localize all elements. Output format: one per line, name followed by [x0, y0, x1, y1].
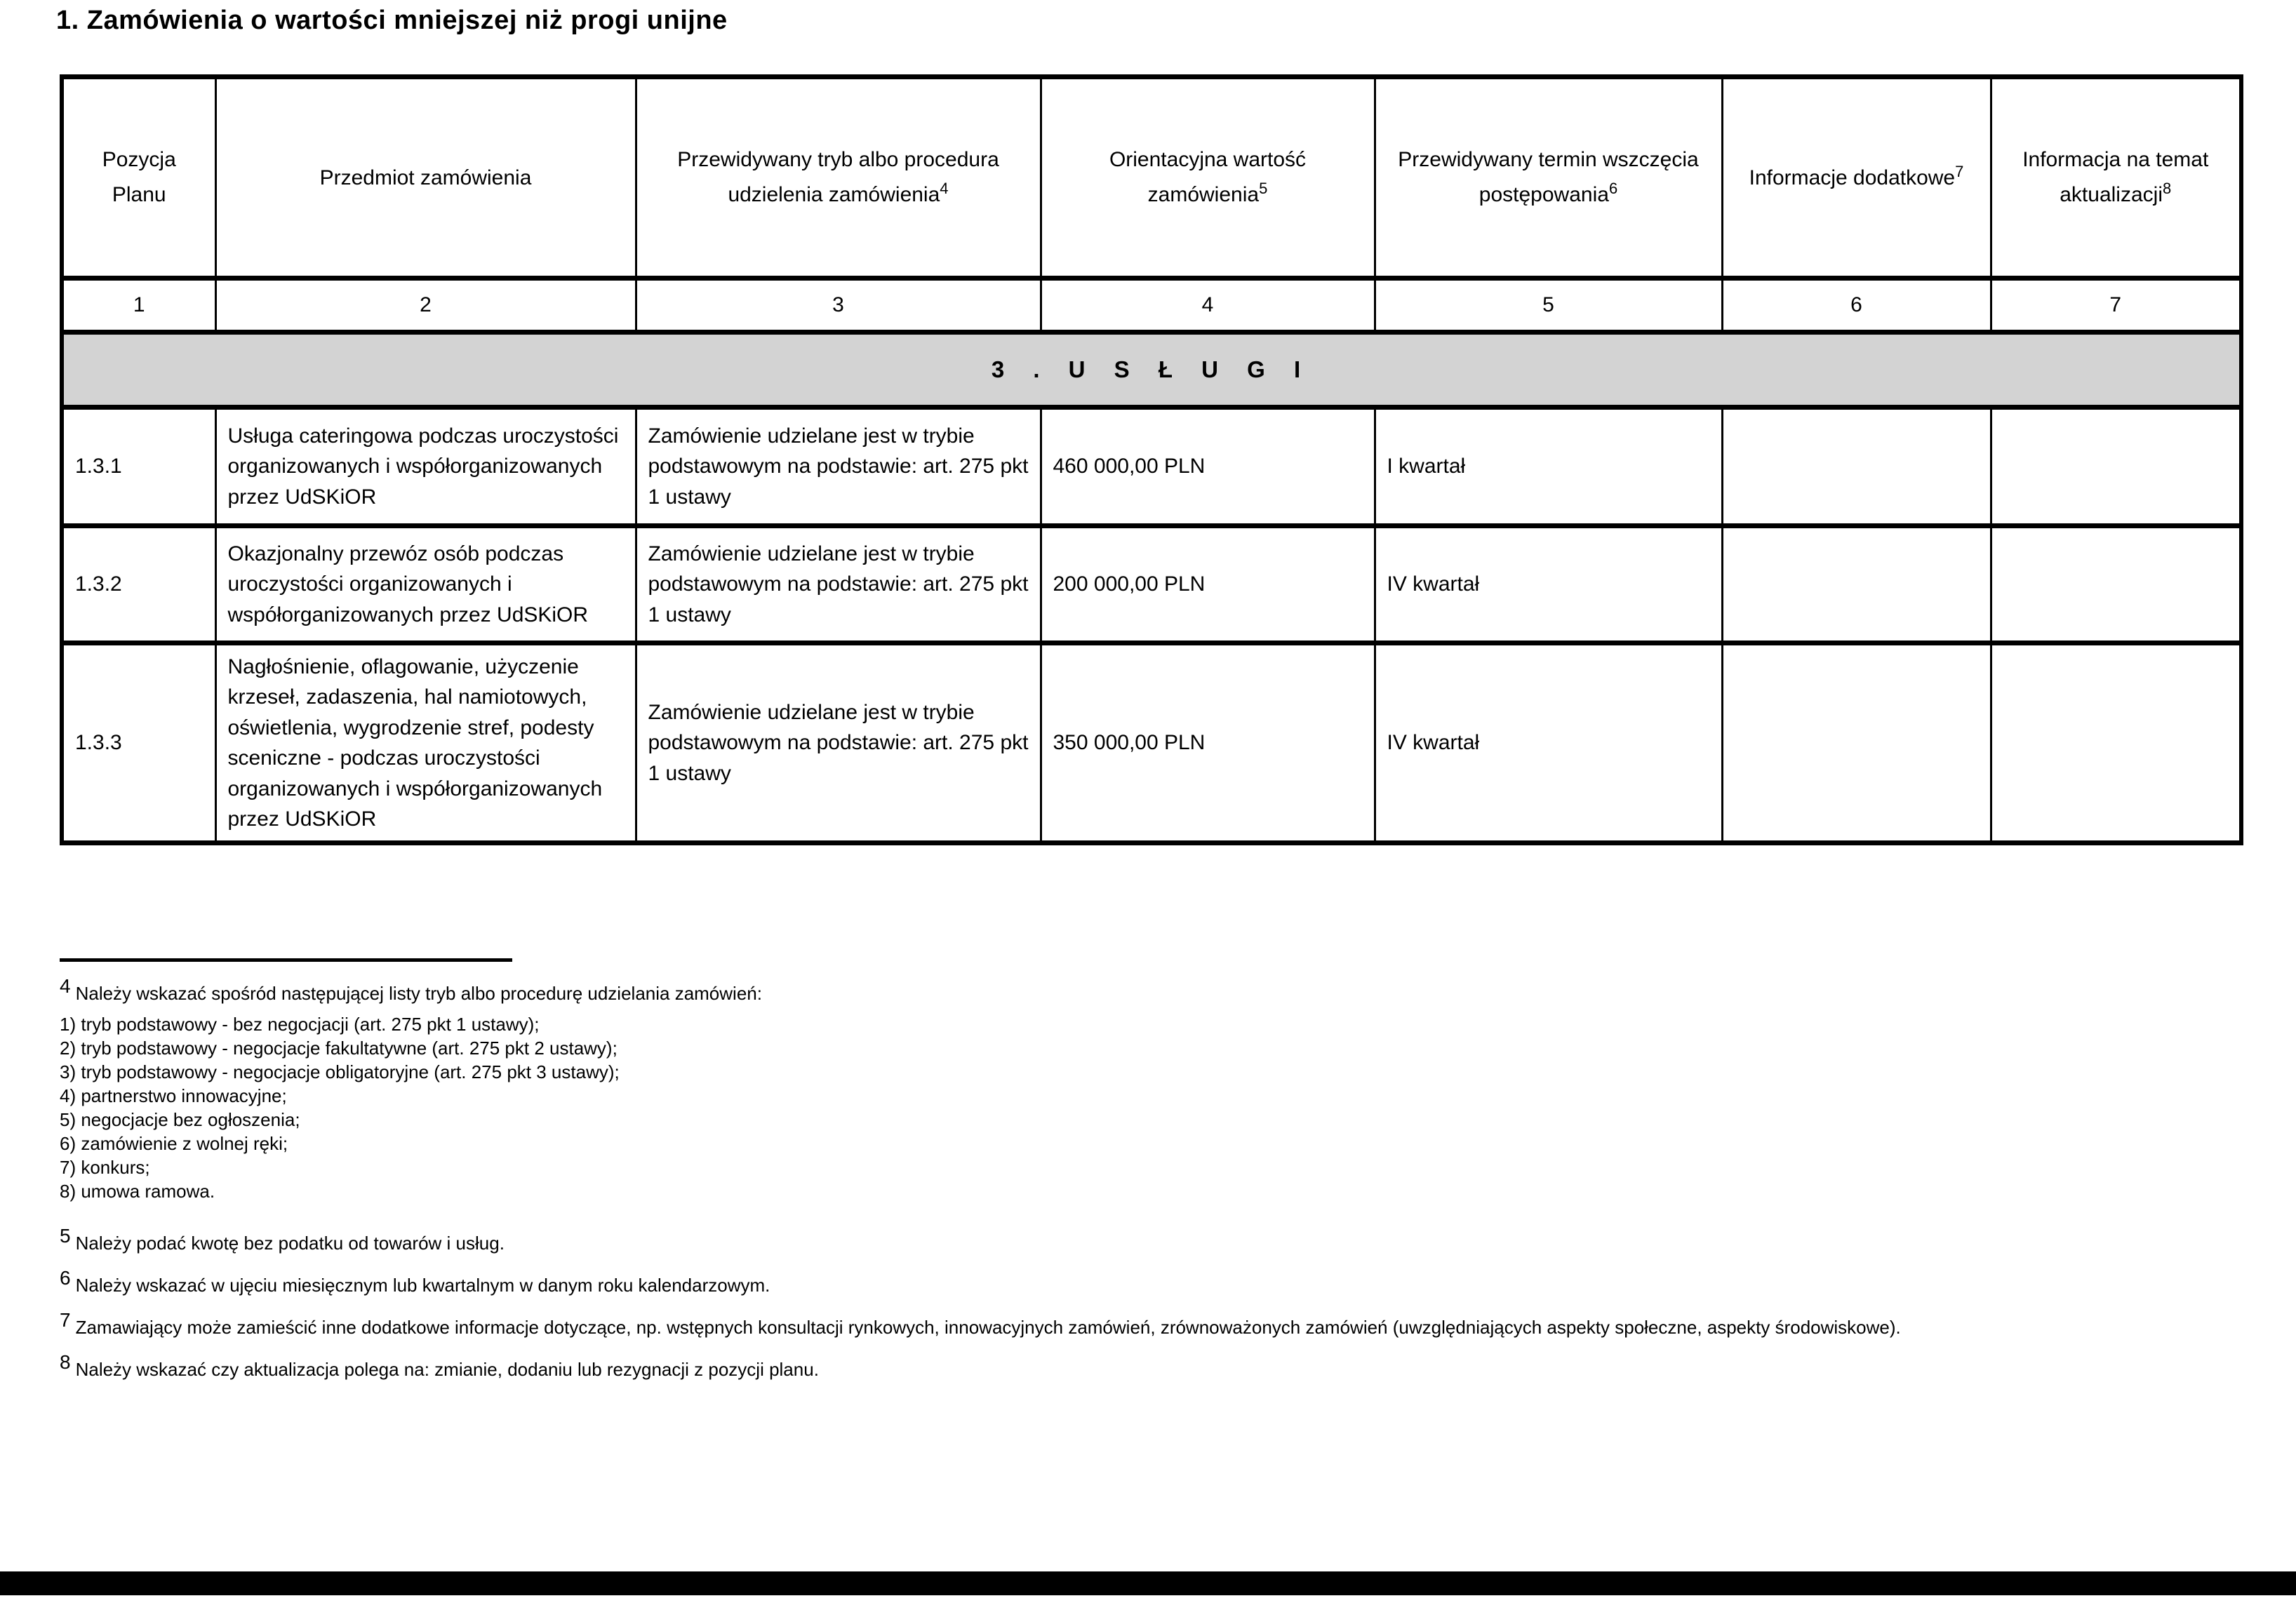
column-header-label: Przewidywany termin wszczęcia postępowania	[1398, 148, 1699, 206]
footnote-4	[60, 974, 2242, 1005]
column-header-additional-info	[1722, 77, 1991, 279]
column-header-term	[1375, 77, 1722, 279]
footnote-4-item: 2) tryb podstawowy - negocjacje fakultatywne (art. 275 pkt 2 ustawy);	[60, 1038, 618, 1059]
footnote-marker: 8	[60, 1351, 71, 1373]
cell-position: 1.3.1	[62, 408, 215, 526]
footnote-ref: 8	[2162, 179, 2172, 197]
footnote-marker: 6	[60, 1267, 71, 1289]
column-header-label: Orientacyjna wartość zamówienia	[1109, 148, 1307, 206]
footnote-4-item: 3) tryb podstawowy - negocjacje obligatoryjne (art. 275 pkt 3 ustawy);	[60, 1061, 620, 1082]
footnote-7	[60, 1308, 2242, 1339]
section-band-uslugi: 3 . U S Ł U G I	[62, 333, 2241, 408]
cell-update-info	[1991, 643, 2241, 843]
footnote-marker: 5	[60, 1225, 71, 1247]
column-header-value	[1041, 77, 1375, 279]
cell-term: IV kwartał	[1375, 526, 1722, 643]
footnote-ref: 6	[1608, 179, 1618, 197]
cell-position: 1.3.3	[62, 643, 215, 843]
footnote-ref: 4	[940, 179, 949, 197]
column-header-label: Pozycja Planu	[102, 148, 176, 206]
cell-term: IV kwartał	[1375, 643, 1722, 843]
column-number: 1	[62, 279, 215, 333]
footnote-text: Zamawiający może zamieścić inne dodatkowe informacje dotyczące, np. wstępnych konsultacji rynkowych, innowacyjnych zamówień, zrównoważonych zamówień (uwzględniających aspekty społeczne, aspekty środowiskowe).	[75, 1317, 1901, 1338]
footnote-separator-line	[60, 958, 512, 962]
footnote-4-item: 8) umowa ramowa.	[60, 1181, 215, 1202]
footnote-8	[60, 1350, 2242, 1381]
column-header-label: Przewidywany tryb albo procedura udzielenia zamówienia	[677, 148, 999, 206]
footnote-text: Należy wskazać w ujęciu miesięcznym lub kwartalnym w danym roku kalendarzowym.	[75, 1275, 770, 1296]
page-title: 1. Zamówienia o wartości mniejszej niż progi unijne	[56, 6, 728, 35]
footnote-text: Należy wskazać czy aktualizacja polega na: zmianie, dodaniu lub rezygnacji z pozycji planu.	[75, 1359, 819, 1380]
footnote-4-item: 4) partnerstwo innowacyjne;	[60, 1085, 287, 1106]
cell-subject: Okazjonalny przewóz osób podczas uroczystości organizowanych i współorganizowanych przez UdSKiOR	[215, 526, 636, 643]
table-row	[62, 643, 2241, 843]
footnotes-section	[60, 958, 2242, 1381]
column-header-label: Informacja na temat aktualizacji	[2022, 148, 2209, 206]
footnote-marker: 7	[60, 1309, 71, 1331]
procurement-plan-table	[60, 74, 2243, 845]
cell-procedure: Zamówienie udzielane jest w trybie podstawowym na podstawie: art. 275 pkt 1 ustawy	[636, 408, 1041, 526]
cell-value: 460 000,00 PLN	[1041, 408, 1375, 526]
column-number: 3	[636, 279, 1041, 333]
column-number: 2	[215, 279, 636, 333]
header-row	[62, 77, 2241, 279]
footnote-4-item: 7) konkurs;	[60, 1157, 150, 1178]
column-header-procedure	[636, 77, 1041, 279]
cell-subject: Nagłośnienie, oflagowanie, użyczenie krzeseł, zadaszenia, hal namiotowych, oświetlenia, wygrodzenie stref, podesty sceniczne - podczas uroczystości organizowanych i współorganizowanych przez UdSKiOR	[215, 643, 636, 843]
column-header-subject	[215, 77, 636, 279]
column-number: 7	[1991, 279, 2241, 333]
cell-value: 350 000,00 PLN	[1041, 643, 1375, 843]
cell-procedure: Zamówienie udzielane jest w trybie podstawowym na podstawie: art. 275 pkt 1 ustawy	[636, 643, 1041, 843]
column-header-update-info	[1991, 77, 2241, 279]
column-number: 5	[1375, 279, 1722, 333]
section-row	[62, 333, 2241, 408]
bottom-scan-bar	[0, 1571, 2296, 1595]
footnote-5	[60, 1224, 2242, 1255]
column-number-row	[62, 279, 2241, 333]
footnote-6	[60, 1266, 2242, 1297]
cell-subject: Usługa cateringowa podczas uroczystości organizowanych i współorganizowanych przez UdSKiOR	[215, 408, 636, 526]
footnote-ref: 5	[1259, 179, 1268, 197]
column-header-label: Przedmiot zamówienia	[319, 166, 532, 190]
column-number: 6	[1722, 279, 1991, 333]
cell-value: 200 000,00 PLN	[1041, 526, 1375, 643]
footnote-text: Należy wskazać spośród następującej listy tryb albo procedurę udzielania zamówień:	[75, 983, 762, 1004]
footnote-text: Należy podać kwotę bez podatku od towarów i usług.	[75, 1233, 505, 1254]
footnote-4-item: 5) negocjacje bez ogłoszenia;	[60, 1109, 300, 1130]
cell-update-info	[1991, 408, 2241, 526]
footnote-marker: 4	[60, 975, 71, 997]
table-row	[62, 408, 2241, 526]
cell-position: 1.3.2	[62, 526, 215, 643]
cell-term: I kwartał	[1375, 408, 1722, 526]
column-header-label: Informacje dodatkowe	[1749, 166, 1956, 190]
cell-procedure: Zamówienie udzielane jest w trybie podstawowym na podstawie: art. 275 pkt 1 ustawy	[636, 526, 1041, 643]
table-row	[62, 526, 2241, 643]
footnote-ref: 7	[1955, 163, 1964, 181]
column-number: 4	[1041, 279, 1375, 333]
cell-update-info	[1991, 526, 2241, 643]
column-header-position	[62, 77, 215, 279]
footnote-4-item: 1) tryb podstawowy - bez negocjacji (art. 275 pkt 1 ustawy);	[60, 1014, 540, 1035]
footnote-4-item: 6) zamówienie z wolnej ręki;	[60, 1133, 288, 1154]
cell-additional-info	[1722, 408, 1991, 526]
cell-additional-info	[1722, 526, 1991, 643]
cell-additional-info	[1722, 643, 1991, 843]
